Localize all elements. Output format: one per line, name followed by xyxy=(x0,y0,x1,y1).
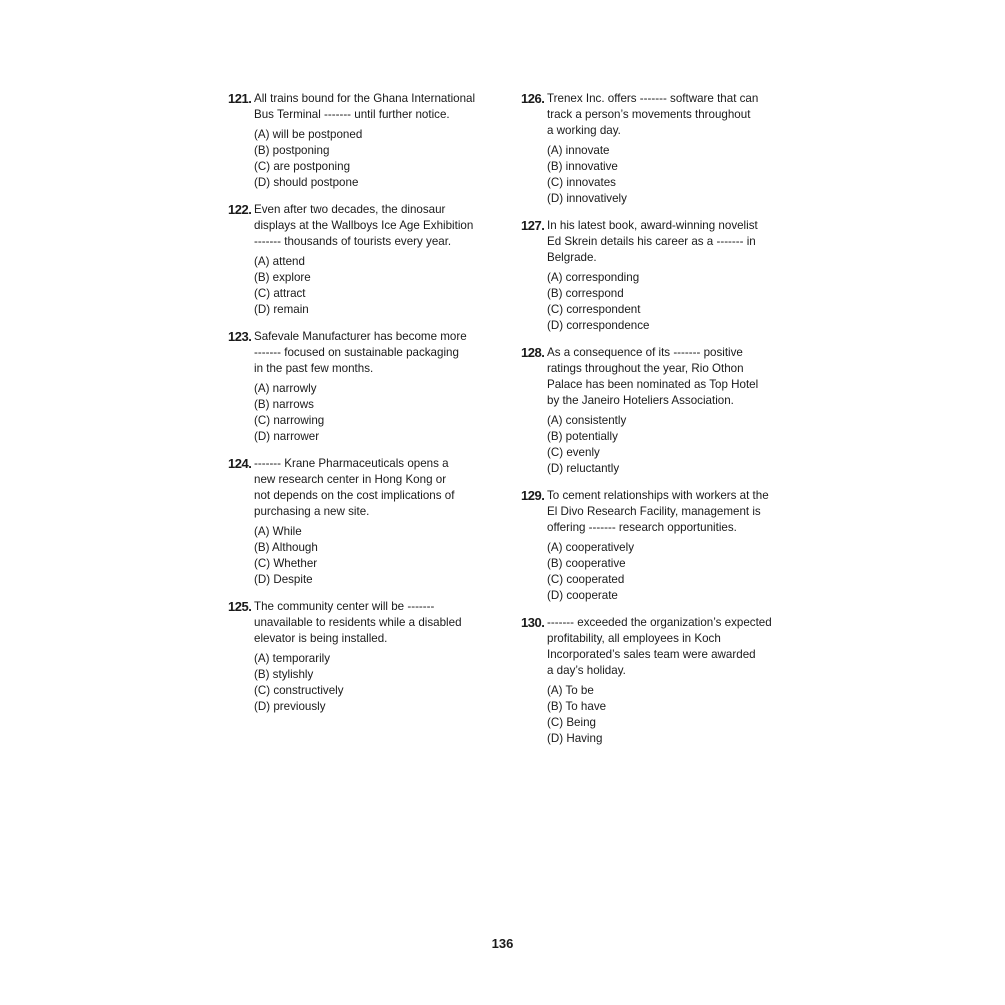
answer-option: (A) innovate xyxy=(547,144,610,157)
answer-option: (D) Having xyxy=(547,732,603,745)
answer-option: (D) cooperate xyxy=(547,589,618,602)
stem-line: ------- focused on sustainable packaging xyxy=(254,346,459,359)
stem-line: elevator is being installed. xyxy=(254,632,388,645)
question-item xyxy=(521,615,811,747)
stem-line: offering ------- research opportunities. xyxy=(547,521,737,534)
answer-option: (D) innovatively xyxy=(547,192,627,205)
stem-line: ------- thousands of tourists every year. xyxy=(254,235,452,248)
stem-line: unavailable to residents while a disabled xyxy=(254,616,462,629)
answer-options xyxy=(254,524,518,588)
answer-option: (C) are postponing xyxy=(254,160,351,173)
question-stem xyxy=(547,91,811,139)
answer-option: (C) narrowing xyxy=(254,414,325,427)
question-number: 122. xyxy=(228,202,252,217)
answer-option: (D) Despite xyxy=(254,573,313,586)
stem-line: a working day. xyxy=(547,124,621,137)
answer-option: (C) Whether xyxy=(254,557,318,570)
question-number: 121. xyxy=(228,91,252,106)
answer-option: (D) remain xyxy=(254,303,309,316)
answer-option: (B) correspond xyxy=(547,287,624,300)
stem-line: Ed Skrein details his career as a ------- in xyxy=(547,235,756,248)
answer-options xyxy=(547,540,811,604)
answer-option: (A) While xyxy=(254,525,302,538)
answer-options xyxy=(547,143,811,207)
answer-options xyxy=(254,651,518,715)
stem-line: in the past few months. xyxy=(254,362,374,375)
stem-line: Incorporated’s sales team were awarded xyxy=(547,648,756,661)
answer-option: (B) narrows xyxy=(254,398,314,411)
answer-option: (B) innovative xyxy=(547,160,618,173)
answer-option: (C) attract xyxy=(254,287,306,300)
answer-option: (A) To be xyxy=(547,684,594,697)
answer-option: (B) potentially xyxy=(547,430,618,443)
question-item xyxy=(228,91,518,191)
stem-line: Trenex Inc. offers ------- software that can xyxy=(547,92,759,105)
answer-option: (C) Being xyxy=(547,716,596,729)
answer-option: (B) Although xyxy=(254,541,318,554)
stem-line: Even after two decades, the dinosaur xyxy=(254,203,446,216)
answer-option: (B) cooperative xyxy=(547,557,626,570)
answer-option: (D) should postpone xyxy=(254,176,359,189)
question-item xyxy=(228,202,518,318)
answer-option: (B) explore xyxy=(254,271,311,284)
answer-option: (C) evenly xyxy=(547,446,600,459)
answer-option: (B) stylishly xyxy=(254,668,314,681)
answer-option: (A) narrowly xyxy=(254,382,317,395)
question-stem xyxy=(254,599,518,647)
question-number: 128. xyxy=(521,345,545,360)
stem-line: new research center in Hong Kong or xyxy=(254,473,447,486)
stem-line: The community center will be ------- xyxy=(254,600,435,613)
answer-option: (A) corresponding xyxy=(547,271,640,284)
right-column xyxy=(521,91,811,758)
answer-option: (B) postponing xyxy=(254,144,330,157)
left-column xyxy=(228,91,518,726)
question-item xyxy=(228,329,518,445)
question-number: 123. xyxy=(228,329,252,344)
answer-options xyxy=(547,270,811,334)
question-item xyxy=(521,345,811,477)
stem-line: by the Janeiro Hoteliers Association. xyxy=(547,394,734,407)
question-item xyxy=(521,488,811,604)
stem-line: ------- exceeded the organization’s expected xyxy=(547,616,772,629)
stem-line: displays at the Wallboys Ice Age Exhibition xyxy=(254,219,474,232)
stem-line: El Divo Research Facility, management is xyxy=(547,505,761,518)
answer-option: (A) attend xyxy=(254,255,305,268)
question-stem xyxy=(547,488,811,536)
stem-line: Belgrade. xyxy=(547,251,597,264)
question-number: 126. xyxy=(521,91,545,106)
stem-line: To cement relationships with workers at the xyxy=(547,489,769,502)
answer-options xyxy=(254,381,518,445)
answer-option: (C) innovates xyxy=(547,176,616,189)
stem-line: As a consequence of its ------- positive xyxy=(547,346,743,359)
question-stem xyxy=(547,615,811,679)
answer-option: (D) correspondence xyxy=(547,319,650,332)
answer-option: (C) cooperated xyxy=(547,573,625,586)
answer-option: (D) narrower xyxy=(254,430,320,443)
stem-line: a day’s holiday. xyxy=(547,664,626,677)
question-item xyxy=(228,599,518,715)
stem-line: ------- Krane Pharmaceuticals opens a xyxy=(254,457,449,470)
stem-line: track a person’s movements throughout xyxy=(547,108,751,121)
answer-options xyxy=(547,683,811,747)
answer-options xyxy=(547,413,811,477)
page-number: 136 xyxy=(491,936,514,951)
question-stem xyxy=(254,91,518,123)
stem-line: profitability, all employees in Koch xyxy=(547,632,721,645)
stem-line: ratings throughout the year, Rio Othon xyxy=(547,362,744,375)
stem-line: All trains bound for the Ghana International xyxy=(254,92,476,105)
answer-option: (A) cooperatively xyxy=(547,541,634,554)
question-number: 127. xyxy=(521,218,545,233)
answer-options xyxy=(254,254,518,318)
answer-option: (A) temporarily xyxy=(254,652,331,665)
question-number: 125. xyxy=(228,599,252,614)
question-item xyxy=(521,218,811,334)
answer-option: (D) reluctantly xyxy=(547,462,620,475)
question-stem xyxy=(547,345,811,409)
stem-line: purchasing a new site. xyxy=(254,505,370,518)
stem-line: Palace has been nominated as Top Hotel xyxy=(547,378,759,391)
question-stem xyxy=(254,456,518,520)
stem-line: not depends on the cost implications of xyxy=(254,489,455,502)
question-number: 124. xyxy=(228,456,252,471)
answer-option: (C) correspondent xyxy=(547,303,641,316)
question-stem xyxy=(547,218,811,266)
question-stem xyxy=(254,329,518,377)
question-number: 129. xyxy=(521,488,545,503)
question-item xyxy=(228,456,518,588)
answer-option: (B) To have xyxy=(547,700,607,713)
stem-line: Safevale Manufacturer has become more xyxy=(254,330,467,343)
question-number: 130. xyxy=(521,615,545,630)
question-item xyxy=(521,91,811,207)
answer-options xyxy=(254,127,518,191)
question-stem xyxy=(254,202,518,250)
stem-line: In his latest book, award-winning novelist xyxy=(547,219,758,232)
answer-option: (C) constructively xyxy=(254,684,344,697)
answer-option: (D) previously xyxy=(254,700,326,713)
stem-line: Bus Terminal ------- until further notice. xyxy=(254,108,450,121)
answer-option: (A) will be postponed xyxy=(254,128,363,141)
answer-option: (A) consistently xyxy=(547,414,627,427)
